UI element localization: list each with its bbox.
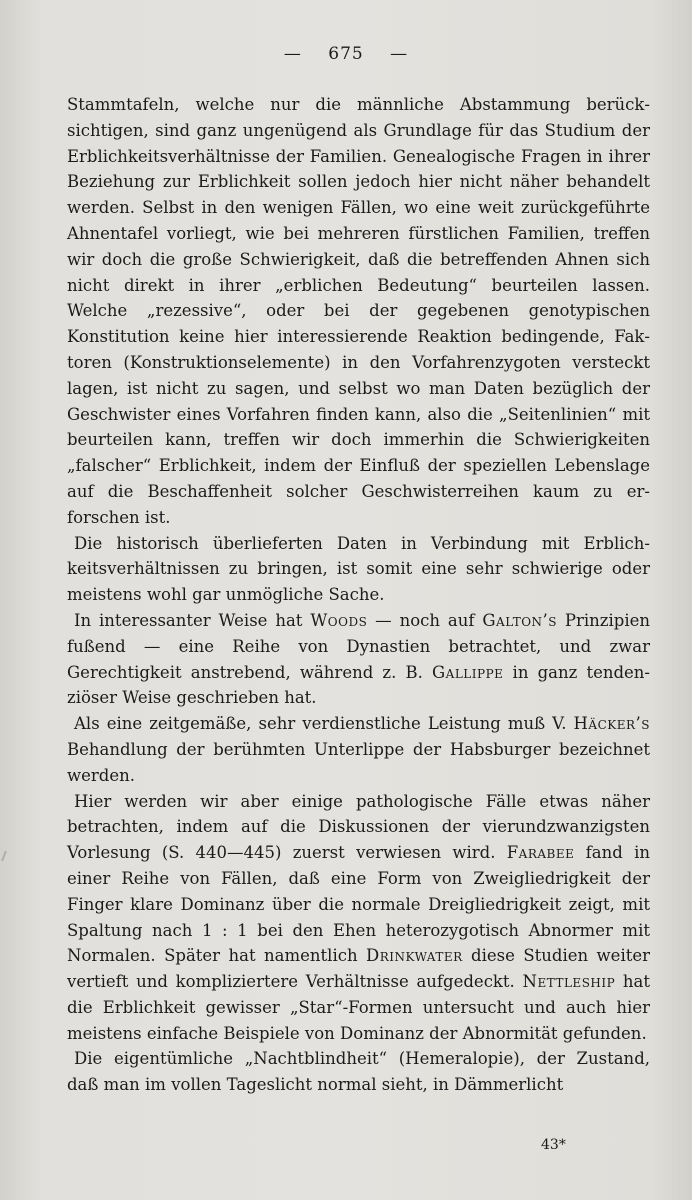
text-run: Behandlung der berühmten Unterlippe der Habsburger bezeichnet werden. <box>67 739 650 785</box>
text-run: fand in einer Reihe von Fällen, daß eine Form von Zweigliedrigkeit der Finger klare Dominanz über die normale Dreigliedrigkeit zeigt, mit Spaltung nach 1 : 1 bei den Ehen heterozygotisch Abnormer mit Normalen. Später hat namentlich <box>67 843 650 966</box>
author-name: Nettleship <box>522 972 616 992</box>
text-run: Die historisch überlieferten Daten in Verbindung mit Erblichkeitsverhältnissen zu bringen, ist somit eine sehr schwierige oder meistens wohl gar unmögliche Sache. <box>67 533 650 605</box>
paragraph-1 <box>67 92 650 531</box>
text-run: hat die Erblichkeit gewisser „Star“-Formen untersucht und auch hier meistens einfache Beispiele von Dominanz der Abnormität gefunden. <box>67 972 651 1043</box>
signature-mark: 43* <box>541 1137 566 1153</box>
text-run: Als eine zeitgemäße, sehr verdienstliche Leistung muß V. <box>74 714 574 734</box>
paragraph-2 <box>67 531 650 608</box>
author-name: Häcker’s <box>573 714 650 734</box>
text-run: diese Studien weiter vertieft und kompliziertere Verhältnisse aufgedeckt. <box>67 946 650 992</box>
text-run: Die eigentümliche „Nachtblindheit“ (Hemeralopie), der Zustand, daß man im vollen Tageslicht normal sieht, in Dämmerlicht <box>67 1049 650 1095</box>
author-name: Gallippe <box>431 662 504 682</box>
text-run: Prinzipien fußend — eine Reihe von Dynastien betrachtet, und zwar Gerechtigkeit anstrebend, während z. B. <box>67 610 650 682</box>
text-run: Stammtafeln, welche nur die männliche Abstammung berücksichtigen, sind ganz ungenügend als Grundlage für das Studium der Erblichkeitsverhältnisse der Familien. Genealogische Fragen in ihrer Beziehung zur Erblichkeit sollen jedoch hier nicht näher behandelt werden. Selbst in den wenigen Fällen, wo eine weit zurückgeführte Ahnentafel vorliegt, wie bei mehreren fürstlichen Familien, treffen wir doch die große Schwierigkeit, daß die betreffenden Ahnen sich nicht direkt in ihrer „erblichen Bedeutung“ beurteilen lassen. Welche „rezessive“, oder bei der gegebenen genotypischen Konstitution keine hier interessierende Reaktion bedingende, Faktoren (Konstruktionselemente) in den Vorfahrenzygoten versteckt lagen, ist nicht zu sagen, und selbst wo man Daten bezüglich der Geschwister eines Vorfahren finden kann, also die „Seitenlinien“ mit beurteilen kann, treffen wir doch immerhin die Schwierigkeiten „falscher“ Erblichkeit, indem der Einfluß der speziellen Lebenslage auf die Beschaffenheit solcher Geschwisterreihen kaum zu erforschen ist. <box>67 95 650 527</box>
text-run: in ganz tendenziöser Weise geschrieben hat. <box>67 662 650 708</box>
text-run: In interessanter Weise hat <box>74 610 311 630</box>
header-dash-right: — <box>390 44 409 64</box>
header-dash-left: — <box>283 44 302 64</box>
page-header <box>0 44 692 64</box>
author-name: Farabee <box>506 843 575 863</box>
text-run: — noch auf <box>367 610 483 630</box>
paragraph-5 <box>67 789 650 1047</box>
margin-mark <box>1 851 13 861</box>
paragraph-3 <box>67 608 650 711</box>
author-name: Woods <box>310 610 368 630</box>
author-name: Drinkwater <box>366 946 463 966</box>
page-number: 675 <box>328 44 364 64</box>
paragraph-6 <box>67 1046 650 1098</box>
body-text <box>67 92 650 1098</box>
text-run: Hier werden wir aber einige pathologische Fälle etwas näher betrachten, indem auf die Diskussionen der vierundzwanzigsten Vorlesung (S. 440—445) zuerst verwiesen wird. <box>67 791 650 863</box>
author-name: Galton’s <box>482 610 558 630</box>
paragraph-4 <box>67 711 650 788</box>
